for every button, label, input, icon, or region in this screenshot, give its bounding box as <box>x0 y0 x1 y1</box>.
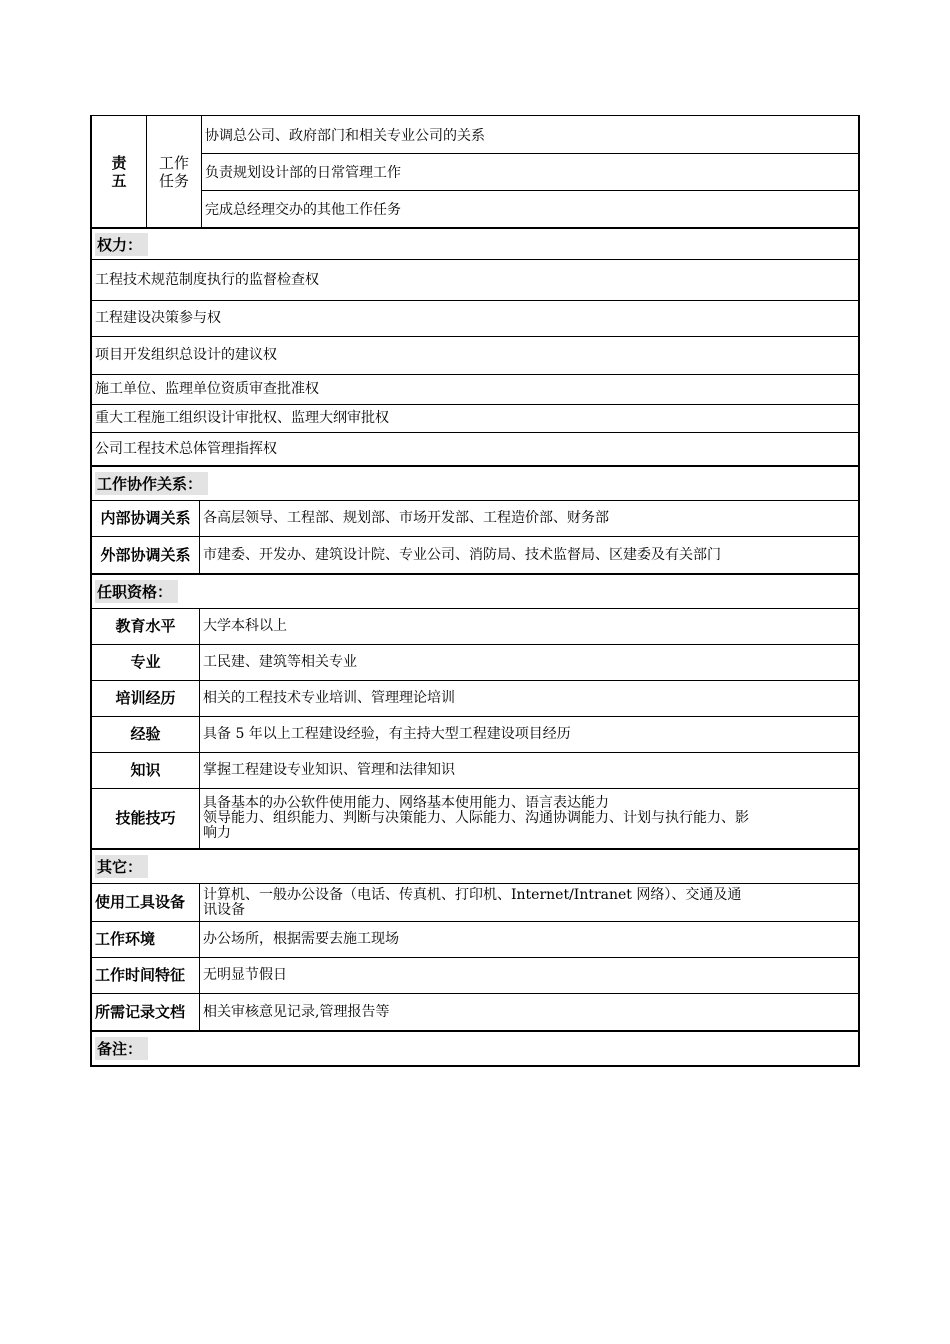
responsibility-label-line2: 五 <box>111 171 127 190</box>
relations-title: 工作协作关系： <box>95 472 208 495</box>
qualification-row <box>92 716 858 752</box>
relation-label: 外部协调关系 <box>92 537 200 573</box>
qualification-row <box>92 680 858 716</box>
authority-item <box>92 300 858 336</box>
tools-line: 讯设备 <box>203 901 245 918</box>
remarks-title: 备注： <box>95 1037 148 1060</box>
authority-item-text: 重大工程施工组织设计审批权、监理大纲审批权 <box>95 410 389 426</box>
tools-label: 使用工具设备 <box>92 884 200 921</box>
other-section-header <box>92 848 858 883</box>
authority-item-text: 工程技术规范制度执行的监督检查权 <box>95 271 319 288</box>
task-item: 协调总公司、政府部门和相关专业公司的关系 <box>205 127 485 144</box>
qualification-value: 大学本科以上 <box>203 618 287 634</box>
qualification-value: 工民建、建筑等相关专业 <box>203 654 357 670</box>
other-row <box>92 957 858 993</box>
other-label: 工作时间特征 <box>92 958 200 993</box>
responsibility-five-block <box>92 115 858 227</box>
other-label: 工作环境 <box>92 922 200 957</box>
authority-item <box>92 374 858 404</box>
tools-value <box>200 884 858 921</box>
task-item: 完成总经理交办的其他工作任务 <box>202 190 858 227</box>
skills-label: 技能技巧 <box>92 789 200 848</box>
authority-title: 权力： <box>95 233 148 256</box>
qualifications-title: 任职资格： <box>95 580 178 603</box>
relation-value: 各高层领导、工程部、规划部、市场开发部、工程造价部、财务部 <box>203 510 609 526</box>
qualification-label: 培训经历 <box>92 681 200 716</box>
remarks-section-header <box>92 1030 858 1065</box>
skills-line: 领导能力、组织能力、判断与决策能力、人际能力、沟通协调能力、计划与执行能力、影 <box>203 810 749 826</box>
qualification-value: 掌握工程建设专业知识、管理和法律知识 <box>203 762 455 778</box>
work-task-label-line1: 工作 <box>158 153 189 172</box>
relations-section-header <box>92 465 858 500</box>
qualification-label: 专业 <box>92 645 200 680</box>
other-value: 无明显节假日 <box>203 967 287 983</box>
responsibility-label <box>92 116 147 227</box>
qualification-label: 经验 <box>92 717 200 752</box>
authority-item <box>92 404 858 432</box>
other-label: 所需记录文档 <box>92 994 200 1030</box>
responsibility-label-line1: 责 <box>111 153 127 172</box>
tools-row <box>92 883 858 921</box>
qualification-row <box>92 752 858 788</box>
other-value: 办公场所，根据需要去施工现场 <box>203 931 399 947</box>
task-list <box>202 116 858 227</box>
qualification-row <box>92 644 858 680</box>
other-row <box>92 921 858 957</box>
work-task-label <box>147 116 202 227</box>
qualification-value: 具备 5 年以上工程建设经验，有主持大型工程建设项目经历 <box>203 726 571 742</box>
skills-line: 响力 <box>203 825 231 841</box>
authority-item-text: 项目开发组织总设计的建议权 <box>95 347 277 363</box>
relation-label: 内部协调关系 <box>92 501 200 536</box>
authority-item-text: 工程建设决策参与权 <box>95 310 221 326</box>
relation-row-external <box>92 536 858 573</box>
other-row <box>92 993 858 1030</box>
qualification-row <box>92 608 858 644</box>
task-item: 负责规划设计部的日常管理工作 <box>202 153 858 190</box>
authority-item-text: 施工单位、监理单位资质审查批准权 <box>95 381 319 397</box>
skills-value <box>200 789 858 848</box>
skills-row <box>92 788 858 848</box>
job-description-table <box>90 115 860 1067</box>
authority-item <box>92 336 858 374</box>
other-title: 其它： <box>95 855 148 878</box>
tools-line: 计算机、一般办公设备（电话、传真机、打印机、Internet/Intranet 网络）、交通及通 <box>203 886 742 903</box>
qualification-label: 知识 <box>92 753 200 788</box>
authority-item <box>92 259 858 300</box>
relation-row-internal <box>92 500 858 536</box>
qualification-value: 相关的工程技术专业培训、管理理论培训 <box>203 690 455 706</box>
authority-item-text: 公司工程技术总体管理指挥权 <box>95 440 277 457</box>
authority-section-header <box>92 227 858 259</box>
work-task-label-line2: 任务 <box>158 171 189 190</box>
skills-line: 具备基本的办公软件使用能力、网络基本使用能力、语言表达能力 <box>203 795 609 811</box>
qualification-label: 教育水平 <box>92 609 200 644</box>
relation-value: 市建委、开发办、建筑设计院、专业公司、消防局、技术监督局、区建委及有关部门 <box>203 546 721 563</box>
authority-item <box>92 432 858 465</box>
qualifications-section-header <box>92 573 858 608</box>
other-value: 相关审核意见记录,管理报告等 <box>203 1003 390 1020</box>
